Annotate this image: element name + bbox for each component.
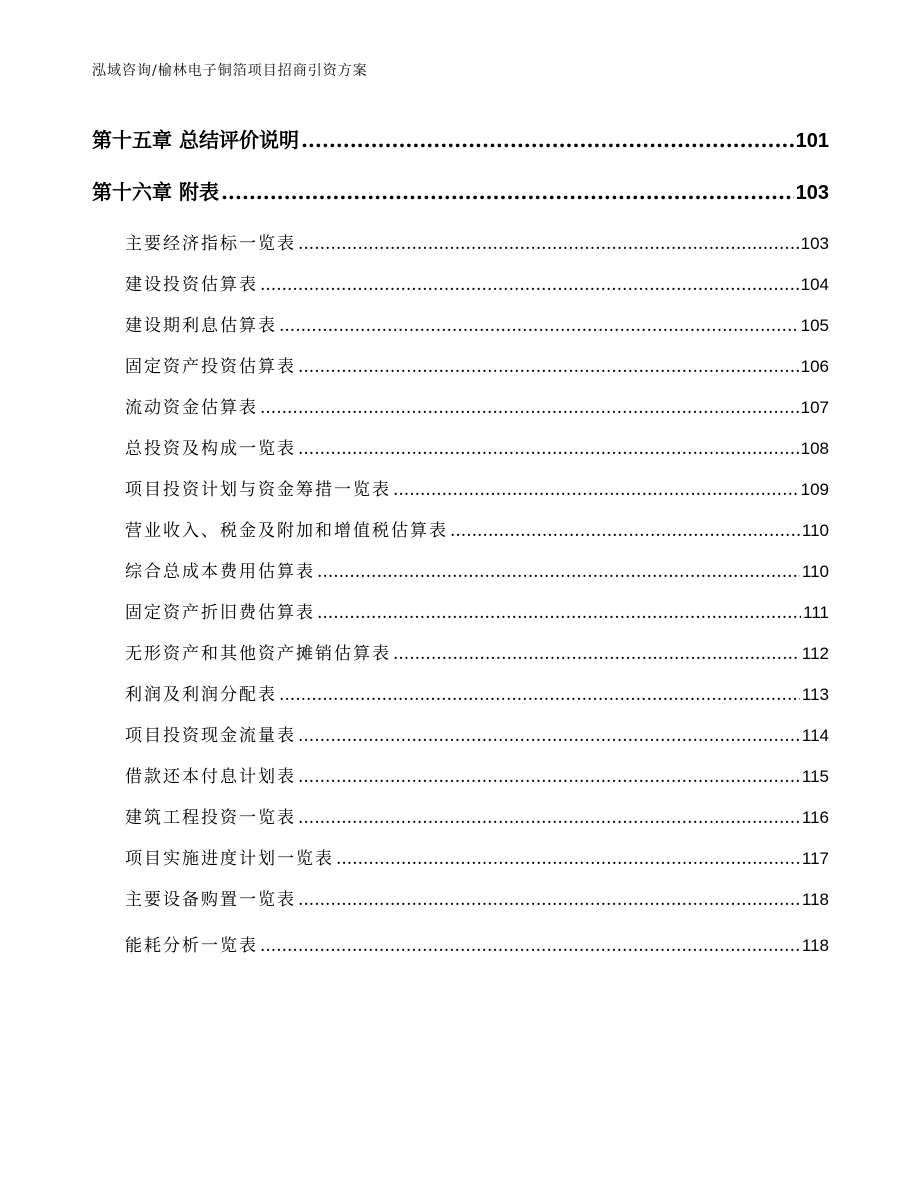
toc-entry-label: 建设期利息估算表 — [125, 316, 277, 336]
toc-page-number: 116 — [801, 808, 829, 827]
toc-entry[interactable] — [0, 844, 920, 869]
dot-leader — [298, 439, 799, 459]
toc-page-number: 103 — [800, 234, 829, 253]
dot-leader — [298, 808, 800, 828]
toc-page-number: 110 — [801, 521, 829, 540]
dot-leader — [279, 685, 800, 705]
toc-entry[interactable] — [0, 721, 920, 746]
toc-entry-label: 借款还本付息计划表 — [125, 767, 296, 787]
toc-entry-label: 营业收入、税金及附加和增值税估算表 — [125, 521, 448, 541]
toc-page-number: 103 — [795, 182, 829, 204]
toc-entry[interactable] — [0, 680, 920, 705]
dot-leader — [336, 849, 800, 869]
toc-entry[interactable] — [0, 311, 920, 336]
toc-entry-label: 固定资产投资估算表 — [125, 357, 296, 377]
dot-leader — [260, 275, 799, 295]
dot-leader — [279, 316, 799, 336]
toc-entry[interactable] — [0, 270, 920, 295]
toc-page-number: 101 — [795, 130, 829, 152]
running-header: 泓域咨询/榆林电子铜箔项目招商引资方案 — [92, 63, 368, 79]
toc-entry-label: 主要经济指标一览表 — [125, 234, 296, 254]
dot-leader — [393, 644, 800, 664]
toc-page-number: 113 — [801, 685, 829, 704]
toc-page-number: 108 — [800, 439, 829, 458]
toc-chapter-label: 第十六章 附表 — [92, 180, 219, 204]
dot-leader — [298, 726, 800, 746]
toc-page-number: 106 — [800, 357, 829, 376]
toc-entry-label: 流动资金估算表 — [125, 398, 258, 418]
toc-page-number: 107 — [800, 398, 829, 417]
toc-entry[interactable] — [0, 352, 920, 377]
toc-entry-label: 总投资及构成一览表 — [125, 439, 296, 459]
toc-page-number: 111 — [803, 603, 829, 622]
dot-leader — [298, 357, 799, 377]
toc-entry-label: 项目实施进度计划一览表 — [125, 849, 334, 869]
toc-entry-label: 项目投资计划与资金筹措一览表 — [125, 480, 391, 500]
toc-entry-label: 建设投资估算表 — [125, 275, 258, 295]
dot-leader — [298, 890, 800, 910]
dot-leader — [450, 521, 800, 541]
toc-chapter-15[interactable] — [0, 124, 920, 153]
dot-leader — [221, 180, 794, 204]
dot-leader — [317, 562, 800, 582]
toc-page-number: 115 — [801, 767, 829, 786]
toc-chapter-16[interactable] — [0, 176, 920, 205]
toc-entry-label: 综合总成本费用估算表 — [125, 562, 315, 582]
dot-leader — [260, 936, 800, 956]
toc-page-number: 104 — [800, 275, 829, 294]
dot-leader — [260, 398, 799, 418]
toc-entry[interactable] — [0, 598, 920, 623]
toc-entry-label: 利润及利润分配表 — [125, 685, 277, 705]
dot-leader — [298, 767, 800, 787]
toc-entry[interactable] — [0, 393, 920, 418]
toc-entry[interactable] — [0, 639, 920, 664]
dot-leader — [393, 480, 799, 500]
toc-entry[interactable] — [0, 434, 920, 459]
toc-page-number: 118 — [801, 890, 829, 909]
toc-page-number: 114 — [801, 726, 829, 745]
toc-page-number: 112 — [801, 644, 829, 663]
toc-entry[interactable] — [0, 557, 920, 582]
toc-entry[interactable] — [0, 229, 920, 254]
toc-entry-label: 项目投资现金流量表 — [125, 726, 296, 746]
toc-page-number: 110 — [801, 562, 829, 581]
toc-entry-label: 无形资产和其他资产摊销估算表 — [125, 644, 391, 664]
dot-leader — [298, 234, 799, 254]
toc-entry[interactable] — [0, 475, 920, 500]
toc-entry-label: 建筑工程投资一览表 — [125, 808, 296, 828]
dot-leader — [301, 128, 794, 152]
toc-entry[interactable] — [0, 931, 920, 956]
toc-entry[interactable] — [0, 803, 920, 828]
toc-page-number: 118 — [801, 936, 829, 955]
toc-page-number: 109 — [800, 480, 829, 499]
toc-page-number: 117 — [801, 849, 829, 868]
toc-entry-label: 主要设备购置一览表 — [125, 890, 296, 910]
dot-leader — [317, 603, 801, 623]
toc-entry[interactable] — [0, 885, 920, 910]
toc-entry[interactable] — [0, 762, 920, 787]
toc-entry[interactable] — [0, 516, 920, 541]
toc-entry-label: 能耗分析一览表 — [125, 936, 258, 956]
toc-page-number: 105 — [800, 316, 829, 335]
toc-entry-label: 固定资产折旧费估算表 — [125, 603, 315, 623]
toc-chapter-label: 第十五章 总结评价说明 — [92, 128, 299, 152]
